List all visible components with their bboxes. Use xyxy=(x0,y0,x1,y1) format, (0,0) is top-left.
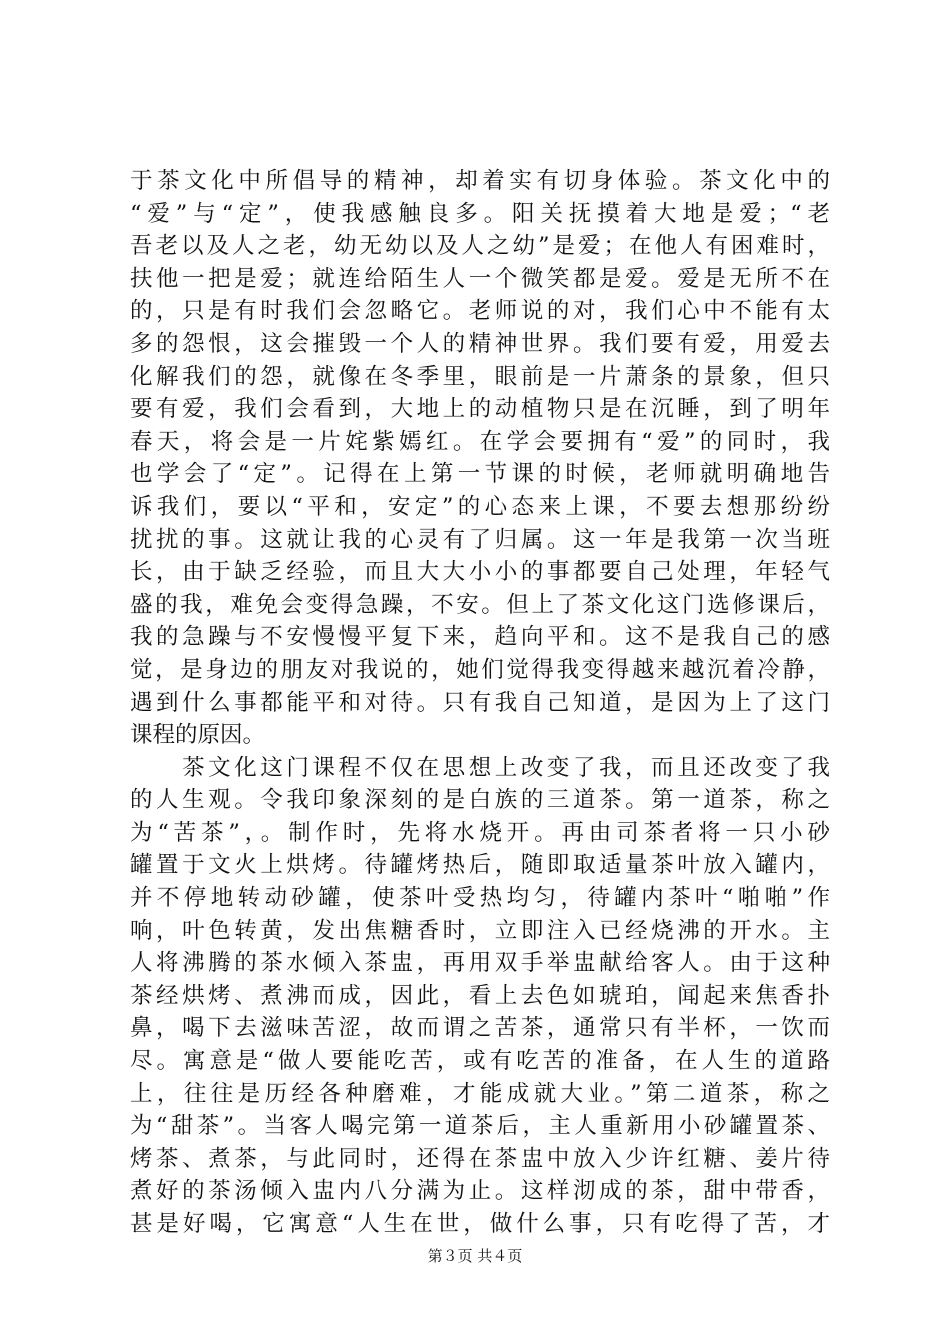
text-line: 煮好的茶汤倾入盅内八分满为止。这样沏成的茶，甜中带香， xyxy=(130,1178,830,1205)
text-line: 人将沸腾的茶水倾入茶盅，再用双手举盅献给客人。由于这种 xyxy=(130,950,830,977)
text-line: 响，叶色转黄，发出焦糖香时，立即注入已经烧沸的开水。主 xyxy=(130,917,830,944)
text-line: 于茶文化中所倡导的精神，却着实有切身体验。茶文化中的 xyxy=(130,168,830,194)
text-line: 烤茶、煮茶，与此同时，还得在茶盅中放入少许红糖、姜片待 xyxy=(130,1145,830,1172)
text-line: 鼻，喝下去滋味苦涩，故而谓之苦茶，通常只有半杯，一饮而 xyxy=(130,1015,830,1042)
text-line: 遇到什么事都能平和对待。只有我自己知道，是因为上了这门 xyxy=(130,689,830,716)
text-line: 春天，将会是一片姹紫嫣红。在学会要拥有“爱”的同时，我 xyxy=(130,428,830,455)
body-text xyxy=(130,165,830,1241)
text-line: 觉，是身边的朋友对我说的，她们觉得我变得越来越沉着冷静， xyxy=(130,656,830,683)
text-line: 要有爱，我们会看到，大地上的动植物只是在沉睡，到了明年 xyxy=(130,396,830,423)
text-line: 扶他一把是爱；就连给陌生人一个微笑都是爱。爱是无所不在 xyxy=(130,265,830,292)
page-footer: 第３页 共４页 xyxy=(427,1247,523,1265)
text-line: 尽。寓意是“做人要能吃苦，或有吃苦的准备，在人生的道路 xyxy=(130,1048,830,1075)
text-line: “爱”与“定”，使我感触良多。阳关抚摸着大地是爱；“老 xyxy=(130,200,830,227)
text-line: 茶文化这门课程不仅在思想上改变了我，而且还改变了我 xyxy=(130,754,830,781)
text-line: 茶经烘烤、煮沸而成，因此，看上去色如琥珀，闻起来焦香扑 xyxy=(130,982,830,1009)
text-line: 化解我们的怨，就像在冬季里，眼前是一片萧条的景象，但只 xyxy=(130,363,830,390)
text-line: 的，只是有时我们会忽略它。老师说的对，我们心中不能有太 xyxy=(130,298,830,325)
text-line: 课程的原因。 xyxy=(130,722,266,749)
text-line: 罐置于文火上烘烤。待罐烤热后，随即取适量茶叶放入罐内， xyxy=(130,852,830,879)
text-line: 扰扰的事。这就让我的心灵有了归属。这一年是我第一次当班 xyxy=(130,526,830,553)
text-line: 甚是好喝，它寓意“人生在世，做什么事，只有吃得了苦，才 xyxy=(130,1211,830,1237)
paragraph-1 xyxy=(130,165,830,752)
text-line: 我的急躁与不安慢慢平复下来，趋向平和。这不是我自己的感 xyxy=(130,624,830,651)
text-line: 多的怨恨，这会摧毁一个人的精神世界。我们要有爱，用爱去 xyxy=(130,330,830,357)
text-line: 为“甜茶”。当客人喝完第一道茶后，主人重新用小砂罐置茶、 xyxy=(130,1113,830,1140)
text-line: 上，往往是历经各种磨难，才能成就大业。”第二道茶，称之 xyxy=(130,1080,830,1107)
text-line: 吾老以及人之老，幼无幼以及人之幼”是爱；在他人有困难时， xyxy=(130,233,830,260)
text-line: 也学会了“定”。记得在上第一节课的时候，老师就明确地告 xyxy=(130,461,830,488)
text-line: 诉我们，要以“平和，安定”的心态来上课，不要去想那纷纷 xyxy=(130,493,830,520)
text-line: 长，由于缺乏经验，而且大大小小的事都要自己处理，年轻气 xyxy=(130,559,830,586)
text-line: 的人生观。令我印象深刻的是白族的三道茶。第一道茶，称之 xyxy=(130,787,830,814)
text-line: 并不停地转动砂罐，使茶叶受热均匀，待罐内茶叶“啪啪”作 xyxy=(130,885,830,912)
paragraph-2 xyxy=(130,752,830,1241)
text-line: 为“苦茶”，。制作时，先将水烧开。再由司茶者将一只小砂 xyxy=(130,819,830,846)
text-line: 盛的我，难免会变得急躁，不安。但上了茶文化这门选修课后， xyxy=(130,591,830,618)
